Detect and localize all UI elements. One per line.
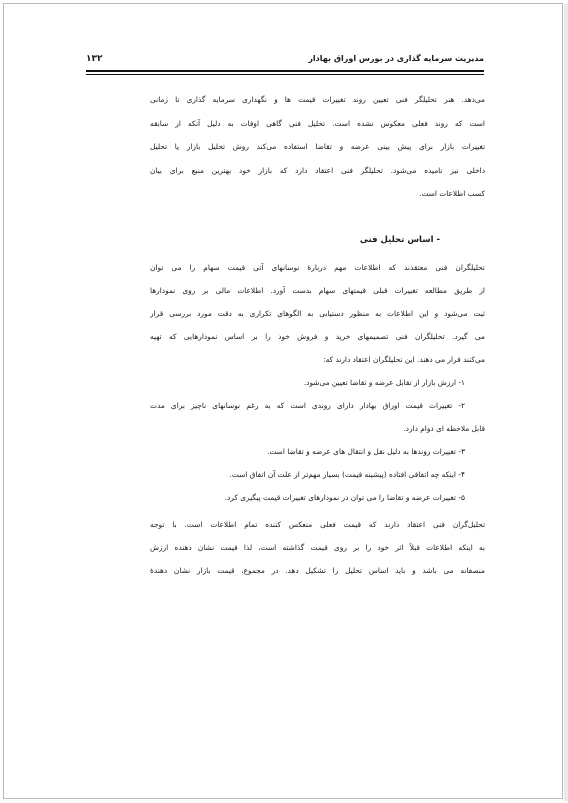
page-shadow <box>564 4 568 801</box>
list-item: ۱- ارزش بازار از تقابل عرضه و تقاضا تعیین می‌شود. <box>303 378 465 387</box>
list-item: ۲- تغییرات قیمت اوراق بهادار دارای روندی است که به رغم نوسانهای ناچیز برای مدت <box>150 401 465 410</box>
closing-line: منصفانه می باشد و باید اساس تحلیل را تشکیل دهد. در مجموع، قیمت بازار نشان دهندهٔ <box>150 566 485 575</box>
intro-line: است که روند فعلی معکوس نشده است. تحلیل فنی گاهی اوقات به دلیل آنکه از سابقه <box>150 119 485 128</box>
running-header <box>86 54 484 68</box>
body-line: می گیرد. تحلیلگران فنی تصمیمهای خرید و فروش خود را بر اساس نمودارهایی که تهیه <box>150 332 485 341</box>
body-line: می‌کنند قرار می دهند. این تحلیلگران اعتقاد دارند که: <box>323 355 485 364</box>
intro-line: کسب اطلاعات است. <box>419 189 485 198</box>
intro-line: می‌دهد. هنر تحلیلگر فنی تعیین روند تغییرات قیمت ها و نگهداری سرمایه گذاری تا زمانی <box>150 95 485 104</box>
list-item: ۵- تغییرات عرضه و تقاضا را می توان در نمودارهای تغییرات قیمت پیگیری کرد. <box>224 493 465 502</box>
intro-line: تغییرات بازار برای پیش بینی عرضه و تقاضا استفاده می‌کند روش تحلیل بازار یا تحلیل <box>150 142 485 151</box>
intro-line: داخلی نیز نامیده می‌شود. تحلیلگر فنی اعتقاد دارد که بازار خود بهترین منبع برای بیان <box>150 166 485 175</box>
page-number: ۱۳۲ <box>86 54 103 64</box>
section-heading: - اساس تحلیل فنی <box>359 235 440 245</box>
header-rule-thin <box>86 74 484 75</box>
header-rule-thick <box>86 70 484 72</box>
list-item: ۳- تغییرات روندها به دلیل نقل و انتقال های عرضه و تقاضا است. <box>267 447 465 456</box>
closing-line: تحلیل‌گران فنی اعتقاد دارند که قیمت فعلی منعکس کننده تمام اطلاعات است. با توجه <box>150 520 485 529</box>
closing-line: به اینکه اطلاعات قبلاً اثر خود را بر روی قیمت گذاشته است، لذا قیمت نشان دهنده ارزش <box>150 543 485 552</box>
body-line: از طریق مطالعه تغییرات قبلی قیمتهای سهام بدست آورد. اطلاعات مالی بر روی نمودارها <box>150 286 485 295</box>
list-item: ۴- اینکه چه اتفاقی افتاده (پیشینه قیمت) بسیار مهم‌تر از علت آن اتفاق است. <box>229 470 465 479</box>
list-item-continuation: قابل ملاحظه ای دوام دارد. <box>403 424 485 433</box>
body-line: ثبت می‌شود و این اطلاعات به منظور دستیابی به الگوهای تکراری به دقت مورد بررسی قرار <box>150 309 485 318</box>
body-line: تحلیلگران فنی معتقدند که اطلاعات مهم دربارهٔ نوسانهای آتی قیمت سهام را می توان <box>150 263 485 272</box>
header-title: مدیریت سرمایه گذاری در بورس اوراق بهادار <box>308 54 484 63</box>
